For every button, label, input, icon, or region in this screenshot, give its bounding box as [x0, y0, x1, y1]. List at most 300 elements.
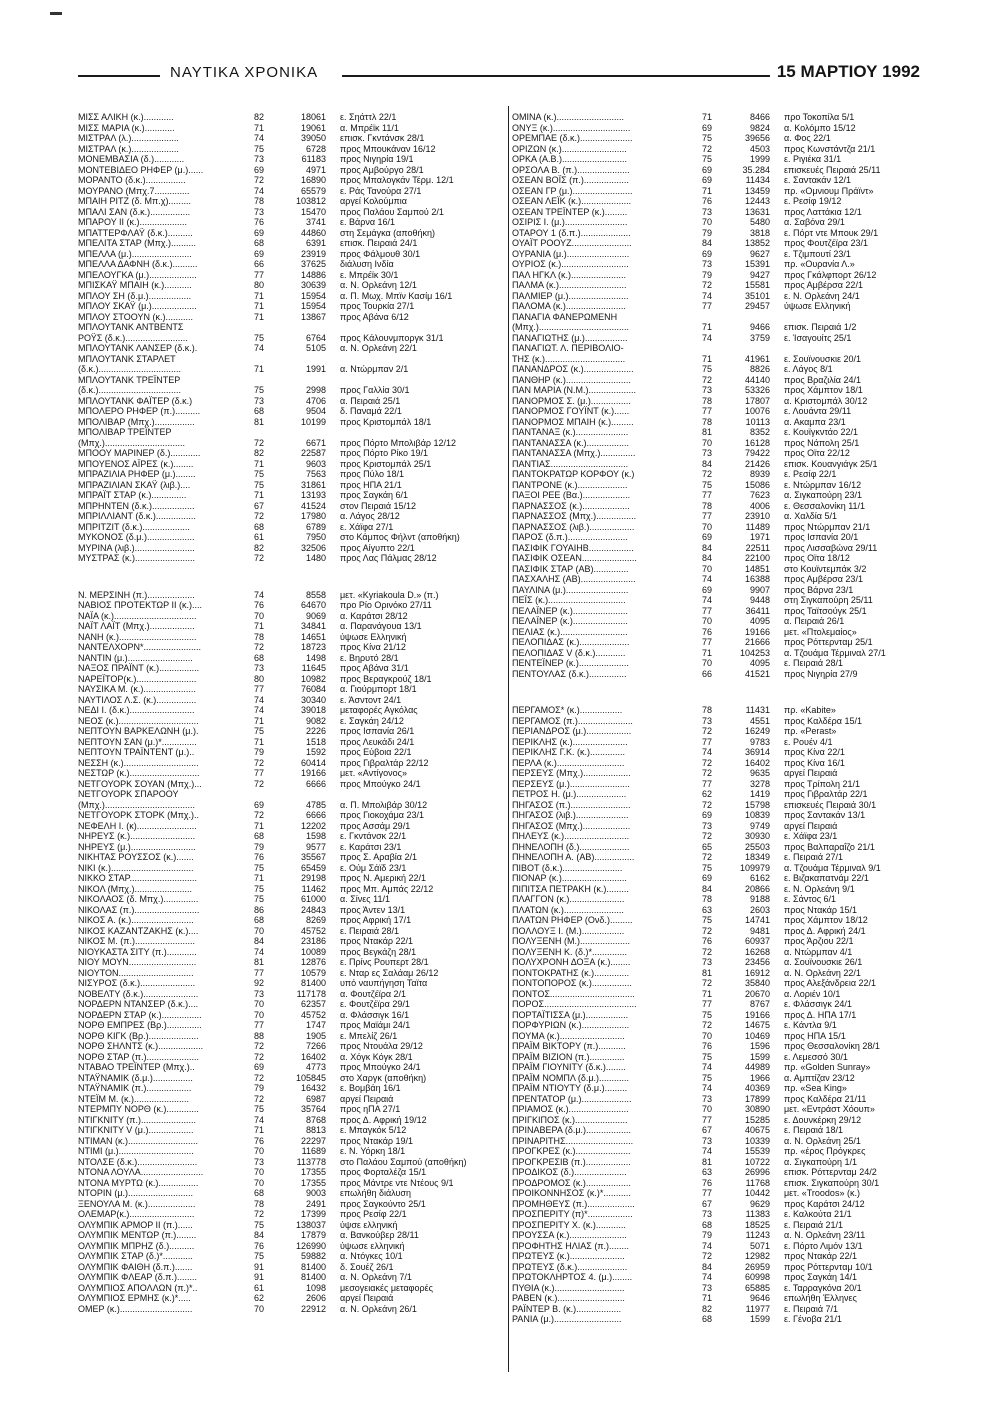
ship-name: ΠΕΪΣ (κ.)............................... [512, 595, 626, 605]
ship-name: ΝΙΟΥ ΜΟΥΝ........................... [78, 957, 197, 967]
build-year: 69 [701, 810, 712, 820]
build-year: 77 [253, 768, 264, 778]
ship-list-section [78, 112, 510, 564]
ship-name: ΠΕΝΤΟΥΛΑΣ (δ.κ.)............... [512, 668, 627, 679]
ship-entry [512, 606, 952, 617]
status: επισκ. Πειραιά 24/1 [340, 238, 418, 248]
tonnage: 9646 [749, 1293, 770, 1303]
ship-entry [78, 207, 510, 218]
ship-entry [512, 249, 952, 260]
ship-entry [512, 1062, 952, 1073]
tonnage: 1971 [749, 532, 770, 542]
ship-name: ΝΑΪΑ (κ.)................................. [78, 610, 197, 621]
status: ε. Άσντοντ 24/1 [340, 694, 402, 705]
status: α. Ντώρμπαν 4/1 [784, 946, 853, 957]
tonnage: 9824 [749, 122, 770, 133]
tonnage: 16249 [744, 726, 770, 736]
ship-name: ΠΟΝΤΟΠΟΡΟΣ (κ.)................ [512, 978, 632, 988]
ship-entry [512, 511, 952, 522]
status: α. Λάγος 28/12 [340, 511, 400, 521]
ship-entry [78, 747, 510, 758]
build-year: 74 [701, 1062, 712, 1072]
build-year: 68 [253, 238, 264, 248]
status: α. Ντόγκες 10/1 [340, 1251, 403, 1261]
status: προς Καλδέρα 21/11 [784, 1093, 867, 1104]
ship-name: (δ.κ.)................................. [78, 364, 182, 374]
status: προς Μπ. Αμπάς 22/12 [340, 883, 434, 894]
ship-name: ΝΑΪΤ ΛΑΪΤ (Μπχ.).................. [78, 621, 195, 631]
ship-name: ΝΙΟΥΤΟΝ.............................. [78, 967, 194, 978]
status: προς Αίγυπτο 22/1 [340, 542, 415, 553]
ship-name: ΝΗΡΕΥΣ (μ.).......................... [78, 841, 196, 852]
tonnage: 6764 [305, 332, 326, 343]
build-year: 70 [701, 437, 712, 448]
build-year: 72 [253, 553, 264, 563]
tonnage: 32506 [300, 542, 326, 553]
status: α. Ν. Ορλεάνη 7/1 [340, 1272, 412, 1282]
build-year: 68 [701, 1314, 712, 1324]
build-year: 76 [701, 1041, 712, 1051]
ship-entry [512, 747, 952, 758]
ship-entry [78, 480, 510, 491]
status: μετ. «Kyriakoula D.» (π.) [340, 589, 439, 600]
ship-entry [512, 1262, 952, 1273]
tonnage: 22511 [745, 542, 770, 553]
tonnage: 16268 [744, 946, 770, 957]
tonnage: 7563 [305, 469, 326, 479]
build-year: 74 [253, 133, 264, 143]
ship-entry [512, 779, 952, 790]
ship-entry [78, 1094, 510, 1105]
tonnage: 1592 [305, 747, 326, 757]
ship-entry [78, 863, 510, 874]
ship-name: ΝΙΚΟΛ (Μπχ.)....................... [78, 883, 193, 894]
ship-entry [78, 1262, 510, 1273]
tonnage: 41521 [744, 668, 770, 679]
status: ε. Βηρυτό 28/1 [340, 652, 399, 663]
status: ε. Κάντλα 9/1 [784, 1020, 837, 1030]
status: επισκ. Γκντάνσκ 28/1 [340, 133, 425, 143]
build-year: 78 [701, 416, 712, 427]
status: στον Πειραιά 15/12 [340, 500, 417, 511]
build-year: 72 [701, 280, 712, 290]
ship-name: ΜΠΛΟΥ ΣΚΑΫ (μ.).................. [78, 301, 197, 311]
ship-entry [78, 684, 510, 695]
ship-name: ΜΠΡΑΪΤ ΣΤΑΡ (κ.).............. [78, 490, 187, 500]
tonnage: 9627 [749, 248, 770, 259]
ship-entry [512, 1125, 952, 1136]
status: α. Παρανάγουα 13/1 [340, 621, 422, 631]
build-year: 80 [253, 280, 264, 290]
tonnage: 8352 [749, 427, 770, 437]
ship-name: ΝΑΝΤΕΛΧΟΡΝ*....................... [78, 642, 202, 652]
ship-name: ΠΕΡΓΑΜΟΣ (π.)...................... [512, 715, 633, 726]
tonnage: 15391 [744, 259, 770, 269]
ship-name: ΠΑΝΤΑΝΑΞ (κ.)..................... [512, 427, 629, 437]
status: α. Ν. Ορλεάνη 23/11 [784, 1230, 866, 1240]
ship-name: ΝΙΟΥΚΑΣΤΑ ΣΙΤΥ (π.)............ [78, 946, 197, 957]
build-year: 71 [253, 301, 264, 311]
build-year: 71 [701, 112, 712, 122]
ship-name: ΝΤΟΝΑ ΜΥΡΤΩ (κ.)................ [78, 1177, 199, 1188]
build-year: 68 [253, 1188, 264, 1198]
build-year: 73 [253, 395, 264, 406]
build-year: 75 [253, 883, 264, 894]
status: ε. Ρεσίφ 22/1 [784, 469, 837, 479]
ship-entry [512, 1188, 952, 1199]
ship-entry [78, 490, 510, 501]
ship-name: ΠΑΝ ΜΑΡΙΑ (Ν.Μ.)................... [512, 385, 637, 395]
ship-name: ΟΥΡΑΝΙΑ (μ.)......................... [512, 248, 630, 259]
status: ε. Πειραιά 28/1 [340, 925, 400, 936]
ship-entry [512, 417, 952, 428]
ship-name: ΠΡΩΤΟΚΛΗΡΤΟΣ 4. (μ.)........ [512, 1272, 633, 1282]
status: προς Βραζιλία 24/1 [784, 374, 862, 385]
status: προς Πόρτο Μπολιβάρ 12/12 [340, 437, 457, 448]
status: προς Τουρκία 27/1 [340, 301, 415, 311]
tonnage: 18723 [300, 642, 326, 652]
ship-entry [512, 894, 952, 905]
tonnage: 11977 [745, 1303, 770, 1314]
ship-entry [78, 448, 510, 459]
ship-name: ΝΕΠΤΟΥΝ ΤΡΑΪΝΤΕΝΤ (μ.).. [78, 747, 195, 757]
ship-entry [78, 217, 510, 228]
status: προς Ισπανία 20/1 [784, 532, 859, 542]
ship-name: ΜΠΛΟΥΤΑΝΚ ΣΤΑΡΛΕΤ [78, 353, 176, 364]
build-year: 75 [253, 1219, 264, 1230]
tonnage: 10839 [744, 810, 770, 820]
build-year: 69 [253, 248, 264, 259]
tonnage: 15954 [300, 301, 326, 311]
status: προς Φάλμουθ 30/1 [340, 248, 421, 259]
header-rule-right [342, 75, 770, 77]
ship-entry [78, 611, 510, 622]
status: προς Φουτζέϊρα 23/1 [784, 238, 869, 248]
status: α. Βανκούβερ 28/11 [340, 1230, 419, 1240]
ship-entry [512, 1115, 952, 1126]
status: προς Νάπολη 25/1 [784, 437, 860, 448]
ship-name: ΠΟΡΦΥΡΙΩΝ (κ.)................... [512, 1020, 630, 1030]
ship-name: ΝΙΚΟΣ Μ. (π.)........................ [78, 936, 196, 946]
ship-name: ΟΡΚΑ (Α.Β.).......................... [512, 154, 628, 164]
ship-entry [512, 627, 952, 638]
status: ε. Ούμ Σάϊδ 23/1 [340, 862, 407, 873]
ship-entry [78, 280, 510, 291]
ship-entry [512, 238, 952, 249]
status: α. Λοριέν 10/1 [784, 988, 841, 999]
status: προς ΗΠΑ 15/1 [784, 1030, 846, 1041]
status: ε. Ριγιέκα 31/1 [784, 154, 842, 164]
ship-name: (Μπχ.).................................... [512, 322, 629, 332]
tonnage: 60414 [300, 757, 326, 768]
status: α. Χαλδία 5/1 [784, 511, 837, 521]
status: α. Χόγκ Κόγκ 28/1 [340, 1051, 413, 1062]
build-year: 79 [701, 227, 712, 238]
status: προς Νιγηρία 27/9 [784, 668, 858, 679]
ship-entry [512, 768, 952, 779]
build-year: 76 [253, 600, 264, 610]
build-year: 69 [701, 248, 712, 259]
status: προς Γιβραλτάρ 22/12 [340, 757, 429, 768]
tonnage: 15539 [744, 1146, 770, 1156]
ship-name: ΠΑΛΜΑ (κ.)........................... [512, 280, 627, 290]
ship-name: ΠΗΝΕΛΟΠΗ (δ.).................... [512, 841, 630, 852]
ship-entry [78, 438, 510, 449]
status: α. Σαβόνα 29/1 [784, 217, 845, 227]
build-year: 77 [253, 269, 264, 280]
ship-entry [512, 1167, 952, 1178]
build-year: 70 [253, 1146, 264, 1156]
tonnage: 138037 [295, 1219, 326, 1230]
status: αργεί Κολούμπια [340, 196, 407, 206]
ship-name: ΠΡΩΤΕΥΣ (δ.κ.).................... [512, 1261, 628, 1272]
build-year: 84 [253, 1230, 264, 1240]
tonnage: 21426 [744, 458, 770, 469]
ship-entry [512, 1010, 952, 1021]
tonnage: 23910 [744, 511, 770, 521]
ship-name: ΠΡΟΥΣΣΑ (κ.)....................... [512, 1230, 627, 1240]
build-year: 71 [253, 820, 264, 831]
build-year: 74 [253, 343, 264, 353]
tonnage: 8466 [749, 112, 770, 122]
right-column [512, 112, 952, 1351]
status: προς Χάμπτον 18/1 [784, 385, 863, 395]
status: ε. Λεμεσσό 30/1 [784, 1051, 848, 1062]
ship-name: ΠΑΞΟΙ ΡΕΕ (Βα.)................... [512, 490, 631, 500]
ship-entry [512, 1052, 952, 1063]
status: προς Ντακάρ 19/1 [340, 1135, 414, 1146]
ship-name: ΠΟΛΛΟΥΞ Ι. (Μ.)................. [512, 925, 625, 936]
ship-name: ΟΥΑΪΤ ΡΟΟΥΖ........................ [512, 238, 632, 248]
ship-name: ΟΛΕΜΑΡ(κ.).......................... [78, 1209, 195, 1219]
ship-entry [78, 1125, 510, 1136]
ship-name: ΡΟΫΣ (δ.κ.)......................... [78, 332, 188, 343]
tonnage: 2603 [749, 904, 770, 915]
ship-entry [512, 1251, 952, 1262]
ship-name: ΠΑΝΑΓΙΩΤ. Λ. ΠΕΡΙΒΟΛΙΟ- [512, 343, 624, 353]
status: α. Μπρέϊκ 11/1 [340, 122, 399, 133]
tonnage: 6728 [305, 143, 326, 154]
ship-name: ΠΑΝΘΗΡ (κ.).......................... [512, 374, 631, 385]
tonnage: 36411 [745, 605, 770, 616]
status: προς Πύλο 18/1 [340, 469, 404, 479]
tonnage: 17899 [744, 1093, 770, 1104]
ship-entry [78, 1220, 510, 1231]
ship-name: ΝΤΟΡΙΝ (μ.).......................... [78, 1188, 194, 1198]
ship-entry [512, 154, 952, 165]
build-year: 74 [701, 1083, 712, 1093]
ship-entry [78, 196, 510, 207]
ship-entry [78, 259, 510, 270]
status: προς Άρζιου 22/1 [784, 936, 854, 946]
ship-entry [78, 632, 510, 643]
status: προς Σαγκάη 14/1 [784, 1272, 858, 1282]
tonnage: 12876 [300, 957, 326, 967]
ship-name: ΟΡΙΖΩΝ (κ.).......................... [512, 143, 627, 154]
status: δ. Σουέζ 26/1 [340, 1261, 394, 1272]
ship-name: ΟΣΕΑΝ ΓΡ (μ.)........................ [512, 185, 633, 196]
build-year: 78 [701, 500, 712, 511]
tonnage: 9907 [749, 584, 770, 595]
status: προς Καλδέρα 15/1 [784, 715, 862, 726]
status: ε. Ν. Ορλεάνη 24/1 [784, 290, 860, 301]
build-year: 77 [701, 605, 712, 616]
build-year: 75 [253, 143, 264, 154]
ship-name: ΜΟΝΤΕΒΙΔΕΟ ΡΗΦΕΡ (μ.)...... [78, 164, 204, 175]
ship-name: ΠΕΛΑΪΝΕΡ (κ.)...................... [512, 605, 628, 616]
status: προς Αμβέρσα 23/1 [784, 574, 863, 584]
ship-entry [512, 989, 952, 1000]
build-year: 75 [701, 479, 712, 490]
ship-entry [512, 1241, 952, 1252]
build-year: 71 [253, 1125, 264, 1135]
ship-name: ΝΕΣΤΩΡ (κ.)............................ [78, 768, 200, 778]
status: προς Αμβούργο 28/1 [340, 164, 424, 175]
build-year: 69 [253, 1062, 264, 1072]
ship-name: ΜΠΑΛΙ ΣΑΝ (δ.κ.)................ [78, 206, 191, 217]
build-year: 78 [253, 631, 264, 642]
status: ε. Πειραιά 21/1 [784, 1219, 844, 1230]
build-year: 81 [253, 957, 264, 967]
tonnage: 6789 [305, 521, 326, 532]
ship-name: ΠΡΟΙΚΟΝΝΗΣΟΣ (κ.)*........... [512, 1188, 631, 1198]
status: α. Ν. Ορλεάνη 25/1 [784, 1135, 861, 1146]
build-year: 77 [253, 684, 264, 694]
status: προς Γαλλία 30/1 [340, 385, 410, 395]
build-year: 84 [701, 1261, 712, 1272]
ship-name: ΝΕΤΓΟΥΟΡΚ ΣΠΑΡΟΟΥ [78, 789, 179, 799]
status: ε. Κουϊγκντάο 22/1 [784, 427, 858, 437]
tonnage: 10469 [744, 1030, 770, 1041]
ship-name: ΠΑΣΙΦΙΚ ΓΟΥΑΙΗΒ.................. [512, 542, 634, 553]
ship-entry [78, 1199, 510, 1210]
ship-list-section [512, 112, 952, 679]
status: προς Παλάου Σαμπού 2/1 [340, 206, 444, 217]
ship-entry [512, 936, 952, 947]
ship-entry [78, 1241, 510, 1252]
build-year: 72 [253, 437, 264, 448]
ship-entry [78, 427, 510, 438]
status: ε. Νταρ ες Σαλάαμ 26/12 [340, 967, 439, 978]
ship-entry [512, 438, 952, 449]
ship-entry [78, 333, 510, 344]
tonnage: 11462 [301, 883, 326, 894]
tonnage: 12202 [300, 820, 326, 831]
ship-name: ΝΕΔΙ Ι. (δ.κ.).......................... [78, 705, 195, 715]
build-year: 76 [253, 1135, 264, 1146]
build-year: 72 [253, 642, 264, 652]
status: προς Πόρτο Ρίκο 19/1 [340, 448, 429, 458]
build-year: 74 [701, 595, 712, 605]
build-year: 75 [701, 862, 712, 873]
ship-name: ΠΡΩΤΕΥΣ (κ.)...................... [512, 1251, 625, 1261]
ship-entry [78, 249, 510, 260]
build-year: 75 [253, 1251, 264, 1261]
ship-name: ΠΛΑΤΩΝ (κ.)........................ [512, 904, 624, 915]
build-year: 62 [701, 789, 712, 799]
ship-name: ΜΠΑΙΗ ΡΙΤΖ (δ. Μπ.χ)......... [78, 196, 191, 206]
build-year: 70 [253, 610, 264, 621]
ship-entry [78, 553, 510, 564]
ship-entry [78, 1167, 510, 1178]
build-year: 79 [701, 269, 712, 280]
build-year: 77 [701, 778, 712, 789]
status: προς Ταϊτσούγκ 25/1 [784, 605, 867, 616]
ship-name: ΜΥΡΙΝΑ (λιβ.)........................ [78, 542, 195, 553]
tonnage: 6391 [305, 238, 326, 248]
build-year: 73 [701, 1209, 712, 1219]
ship-name: ΝΙΣΥΡΟΣ (δ.κ.)...................... [78, 978, 196, 988]
ship-entry [512, 396, 952, 407]
build-year: 84 [701, 458, 712, 469]
tonnage: 4006 [749, 500, 770, 511]
status: προς Ρόττερνταμ 10/1 [784, 1261, 873, 1272]
build-year: 65 [701, 841, 712, 852]
ship-name: ΟΝΥΞ (κ.)............................... [512, 122, 631, 133]
ship-name: ΝΕΤΓΟΥΟΡΚ ΣΟΥΑΝ (Μπχ.)... [78, 778, 202, 789]
build-year: 82 [253, 448, 264, 458]
ship-entry [78, 695, 510, 706]
ship-name: ΠΕΛΟΠΙΔΑΣ (κ.).................... [512, 637, 630, 647]
build-year: 72 [701, 757, 712, 768]
ship-name: ΠΡΑΪΜ ΓΙΟΥΝΙΤΥ (δ.κ.)........ [512, 1062, 626, 1072]
build-year: 71 [701, 353, 712, 364]
publication-title: ΝΑΥΤΙΚΑ ΧΡΟΝΙΚΑ [170, 64, 319, 81]
status: προς Βεραγκρούζ 18/1 [340, 673, 432, 684]
ship-name: ΝΟΡΘ ΣΗΛΝΤΣ (κ.).................. [78, 1041, 204, 1051]
ship-entry [78, 1136, 510, 1147]
ship-name: ΠΡΟΓΚΡΕΣΙΒ (π.).................. [512, 1156, 631, 1167]
build-year: 82 [701, 1303, 712, 1314]
build-year: 77 [701, 736, 712, 747]
tonnage: 105845 [295, 1072, 326, 1083]
tonnage: 45752 [300, 925, 326, 936]
ship-entry [78, 716, 510, 727]
tonnage: 44860 [300, 227, 326, 238]
build-year: 70 [701, 563, 712, 574]
tonnage: 6666 [305, 778, 326, 789]
ship-name: ΜΥΣΤΡΑΣ (κ.)........................ [78, 553, 195, 563]
status: επισκευές Πειραιά 25/11 [784, 164, 881, 175]
ship-entry [512, 228, 952, 239]
ship-name: ΠΟΡΤΑΪΤΙΣΣΑ (μ.)................. [512, 1009, 629, 1020]
tonnage: 10076 [744, 406, 770, 416]
tonnage: 104253 [739, 647, 770, 658]
tonnage: 3759 [749, 332, 770, 343]
ship-name: ΟΛΥΜΠΙΚ ΜΠΡΗΖ (δ.).......... [78, 1240, 195, 1251]
build-year: 70 [701, 658, 712, 668]
tonnage: 65579 [300, 185, 326, 196]
ship-name: ΟΣΙΡΙΣ Ι. (μ.)......................... [512, 217, 628, 227]
build-year: 73 [253, 1156, 264, 1167]
status: προς Γκάλφπορτ 26/12 [784, 269, 877, 280]
ship-entry [512, 716, 952, 727]
ship-entry [78, 270, 510, 281]
ship-entry [512, 905, 952, 916]
status: προς Ισπανία 26/1 [340, 726, 415, 736]
status: προς Κίνα 21/12 [340, 642, 406, 652]
tonnage: 13193 [300, 490, 326, 500]
tonnage: 1999 [749, 154, 770, 164]
ship-name: ΡΑΝΙΑ (μ.)........................... [512, 1314, 622, 1324]
status: προς Εύβοια 22/1 [340, 747, 412, 757]
tonnage: 2226 [305, 726, 326, 736]
ship-name: ΞΕΝΟΥΛΑ Μ. (κ.)................... [78, 1198, 196, 1209]
status: ε. Ράς Τανούρα 27/1 [340, 185, 422, 196]
build-year: 71 [701, 988, 712, 999]
build-year: 72 [253, 1209, 264, 1219]
ship-entry [512, 821, 952, 832]
